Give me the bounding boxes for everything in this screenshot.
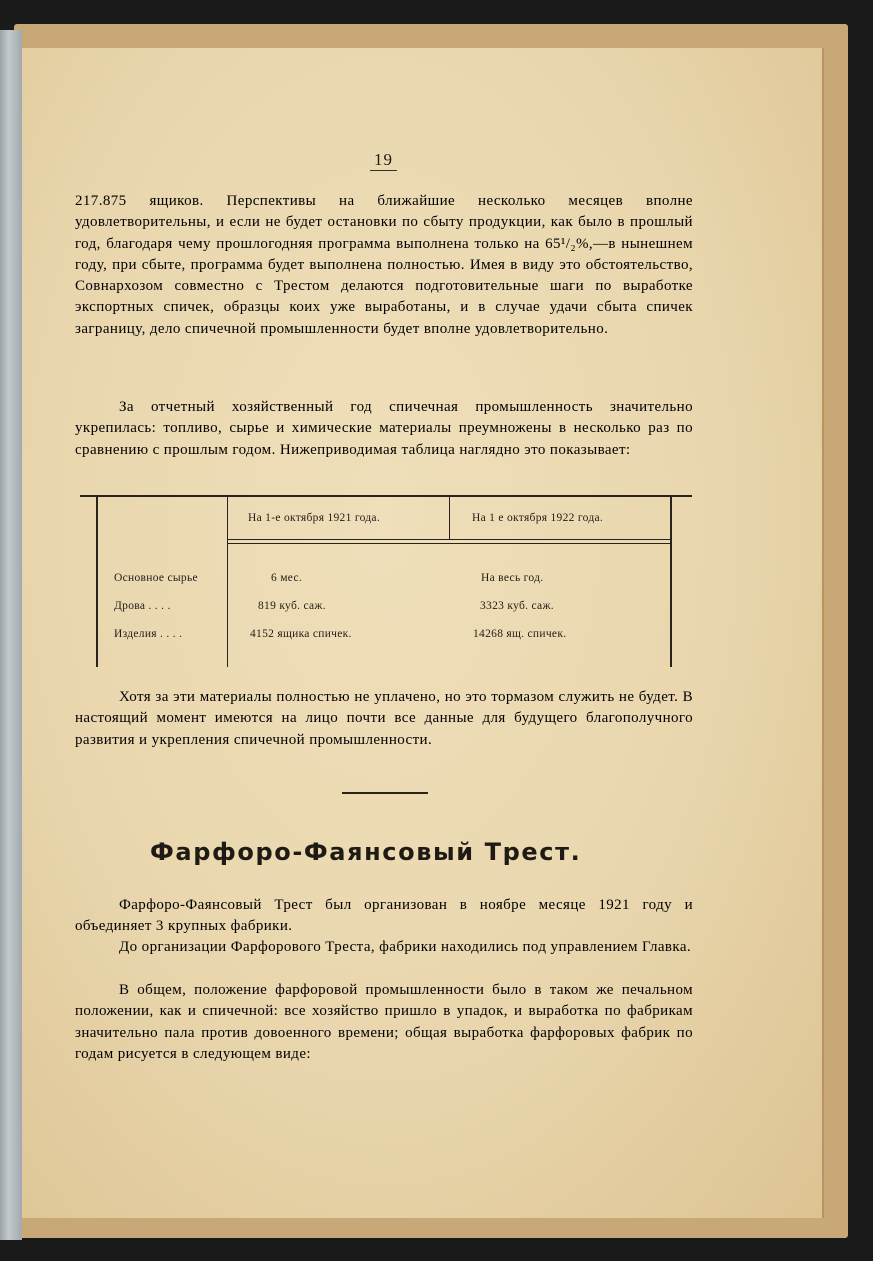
table-top-rule (80, 495, 692, 497)
paragraph-6: В общем, положение фарфоровой промышленности было в таком же печальном положении, как и спичечной: все хозяйство пришло в упадок, и выработка по фабрикам значительно пала против довоенного времени; общая выработка фарфоровых фабрик по годам рисуется в следующем виде: (75, 982, 693, 1062)
paragraph-5: До организации Фарфорового Треста, фабрики находились под управлением Главка. (119, 939, 692, 955)
section-divider (342, 792, 428, 794)
table-right-rule (670, 497, 672, 667)
table-header-1921: На 1-е октября 1921 года. (248, 512, 381, 524)
book-binding (0, 30, 22, 1240)
table-left-rule (96, 497, 98, 667)
section-heading: Фарфоро-Фаянсовый Трест. (150, 838, 582, 866)
table-cell-1921: 819 куб. саж. (258, 600, 326, 612)
paragraph-2: За отчетный хозяйственный год спичечная промышленность значительно укрепилась: топливо, сырье и химические материалы преумножены в несколько раз по сравнению с прошлым годом. Нижеприводимая таблица наглядно это показывает: (75, 399, 693, 458)
table-cell-1922: На весь год. (481, 572, 544, 584)
table-column-rule (227, 497, 228, 667)
table-cell-1921: 6 мес. (271, 572, 303, 584)
paragraph-1: 217.875 ящиков. Перспективы на ближайшие несколько месяцев вполне удовлетворительны, и если не будет остановки по сбыту продукции, как было в прошлый год, благодаря чему прошлогодняя программа выполнена только на 65¹/₂%,—в нынешнем году, при сбыте, программа будет выполнена полностью. Имея в виду это обстоятельство, Совнархозом совместно с Трестом делаются подготовительные шаги по выработке экспортных спичек, образцы коих уже выработаны, и в случае удачи сбыта спичек заграницу, дело спичечной промышленности будет вполне удовлетворительно. (75, 193, 693, 337)
table-row-label: Основное сырье (114, 572, 198, 584)
materials-table (80, 495, 692, 670)
table-row-label: Дрова . . . . (114, 600, 171, 612)
table-header-1922: На 1 е октября 1922 года. (472, 512, 604, 524)
page-number: 19 (370, 150, 397, 171)
table-cell-1922: 3323 куб. саж. (480, 600, 554, 612)
book-page (22, 48, 824, 1218)
table-header-divider (449, 497, 450, 539)
paragraph-4: Фарфоро-Фаянсовый Трест был организован в ноябре месяце 1921 году и объединяет 3 крупных фабрики. (75, 897, 693, 935)
paragraph-3: Хотя за эти материалы полностью не уплачено, но это тормазом служить не будет. В настоящий момент имеются на лицо почти все данные для будущего благополучного развития и укрепления спичечной промышленности. (75, 689, 693, 748)
table-cell-1922: 14268 ящ. спичек. (473, 628, 567, 640)
table-row-label: Изделия . . . . (114, 628, 183, 640)
table-header-rule (228, 539, 670, 544)
table-cell-1921: 4152 ящика спичек. (250, 628, 352, 640)
